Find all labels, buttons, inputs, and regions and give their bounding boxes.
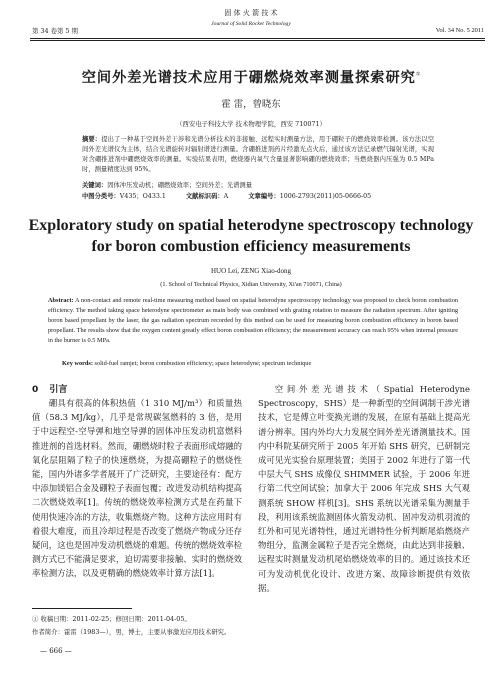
page-title-cn: 空间外差光谱技术应用于硼燃烧效率测量探索研究 xyxy=(81,70,416,86)
authors-en: HUO Lei, ZENG Xiao-dong xyxy=(210,267,292,275)
keywords-en xyxy=(62,359,462,369)
page-title-en-line2: for boron combustion efficiency measurements xyxy=(91,238,411,255)
right-column xyxy=(258,382,470,596)
abstract-cn-label: 摘要： xyxy=(82,136,102,143)
title-footnote-mark: ① xyxy=(415,71,421,78)
keywords-cn xyxy=(82,181,434,191)
footnote-author: 作者简介：霍雷（1983—），男，博士，主要从事激光应用技术研究。 xyxy=(32,628,231,636)
keywords-en-text: solid-fuel ramjet; boron combustion efficiency; space heterodyne; spectrum technique xyxy=(94,360,312,367)
footnote-rule xyxy=(32,608,132,609)
abstract-en-label: Abstract: xyxy=(48,297,74,304)
keywords-cn-text: 固体冲压发动机；硼燃烧效率；空间外差；光谱测量 xyxy=(107,182,253,189)
page-title-en-line1: Exploratory study on spatial heterodyne spectroscopy technology xyxy=(28,217,474,234)
doc-code-value: A xyxy=(223,193,229,200)
journal-title-cn: 固 体 火 箭 技 术 xyxy=(224,9,278,17)
issue-left: 第 34 卷第 5 期 xyxy=(32,27,78,35)
paragraph: 硼具有很高的体积热值（1 310 MJ/m³）和质量热值（58.3 MJ/kg），几乎是常规碳氢燃料的 3 倍，是用于中远程空-空导弹和地空导弹的固体冲压发动机富燃料推进剂的首选材料。然而，硼燃烧时粒子表面形成熔融的氧化层阻隔了粒子的快速燃烧，为提高硼粒子的燃烧性能，国内外诸多学者展开了广泛研究，主要途径有：配方中添加镁铝合金及硼粒子表面包覆；改进发动机结构提高二次燃烧效率[1]。传统的燃烧效率检测方式是在药量下使用快速冷冻的方法，收集燃烧产物。这种方法应用时有着很大难度，而且冷却过程是否改变了燃烧产物成分还存疑问，这也是固冲发动机燃烧的难题。传统的燃烧效率检测方式已不能满足要求，迫切需要非接触、实时的燃烧效率检测方法，以及更精确的燃烧效率计算方法[1]。 xyxy=(32,398,242,579)
abstract-en-text: A non-contact and remote real-time measuring method based on spatial heterodyne spectroscopy technology was proposed to check boron combustion efficiency. The method taking space heterodyne spectrometer as main body was combined with grating rotation to measure the radiation spectrum. After igniting boron based propellant by the laser, the gas radiation spectrum recorded by this method can be used for measuring boron combustion efficiency in boron based propellant. The results show that the oxygen content greatly effect boron combustion efficiency; the measurement accuracy can reach 95% when internal pressure in the burner is 0.5 MPa. xyxy=(48,297,458,344)
clc-value: V435；O433.1 xyxy=(119,193,166,200)
title-cn-block xyxy=(0,67,502,87)
clc-label: 中图分类号： xyxy=(82,193,120,200)
header-rule xyxy=(30,38,485,39)
article-number-label: 文章编号： xyxy=(248,193,280,200)
footnote-received: ① 收稿日期：2011-02-25；修回日期：2011-04-05。 xyxy=(32,615,191,623)
title-en-block xyxy=(0,215,502,257)
classification-line xyxy=(82,192,452,202)
keywords-cn-label: 关键词： xyxy=(82,182,108,189)
journal-title-en: Journal of Solid Rocket Technology xyxy=(211,21,291,27)
affiliation-en: (1. School of Technical Physics, Xidian University, Xi'an 710071, China) xyxy=(160,281,342,288)
abstract-en xyxy=(48,296,458,346)
authors-cn: 霍 雷，曾晓东 xyxy=(221,99,281,110)
affiliation-cn: （西安电子科技大学 技术物理学院，西安 710071） xyxy=(176,120,326,128)
abstract-cn-text: 提出了一种基于空间外差干涉和光谱分析技术的非接触、远程实时测量方法，用于硼粒子的燃烧效率检测。该方法以空间外差光谱仪为主体，结合光谱旋转对辐射谱进行测量。含硼推进剂药片经激光点火后，通过该方法记录燃气辐射光谱，实现对含硼推进剂中硼燃烧效率的测量。实验结果表明，燃烧器内氧气含量显著影响硼的燃烧效率；当燃烧器内压强为 0.5 MPa 时，测量精度达到 95%。 xyxy=(82,136,435,173)
page-number: — 666 — xyxy=(40,647,72,655)
section-number: 0 xyxy=(32,385,39,395)
section-heading xyxy=(32,382,67,395)
paragraph: 空间外差光谱技术（Spatial Heterodyne Spectroscopy，SHS）是一种新型的空间调制干涉光谱技术，它是傅立叶变换光谱的发展，在原有基础上提高光谱分辨率。国内外均大力发展空间外差光谱测量技术。国内中科院某研究所于 2005 年开始 SHS 研究，已研制完成可见光实验台原理装置；美国于 2002 年进行了第一代中层大气 SHS 成像仪 SHIMMER 试验，于 2006 年进行第二代空间试验；加拿大于 2006 年完成 SHS 大气观测系统 SHOW 样机[3]。SHS 系统以光谱采集为测量手段，利用该系统监测固体火箭发动机、固冲发动机羽流的红外和可见光谱特性，通过光谱特性分析判断尾焰燃烧产物组分，监测金属粒子是否完全燃烧，由此达到非接触、远程实时测量发动机尾焰燃烧效率的目的。通过该技术还可为发动机优化设计、改进方案、故障诊断提供有效依据。 xyxy=(258,384,470,593)
article-number-value: 1006-2793(2011)05-0666-05 xyxy=(279,193,372,200)
abstract-cn xyxy=(82,135,434,175)
doc-code-label: 文献标识码： xyxy=(185,193,224,200)
issue-right: Vol. 34 No. 5 2011 xyxy=(435,27,484,34)
section-title: 引言 xyxy=(49,385,68,395)
keywords-en-label: Key words: xyxy=(62,360,93,367)
left-column xyxy=(32,396,242,596)
header-rule-thin xyxy=(30,40,485,41)
